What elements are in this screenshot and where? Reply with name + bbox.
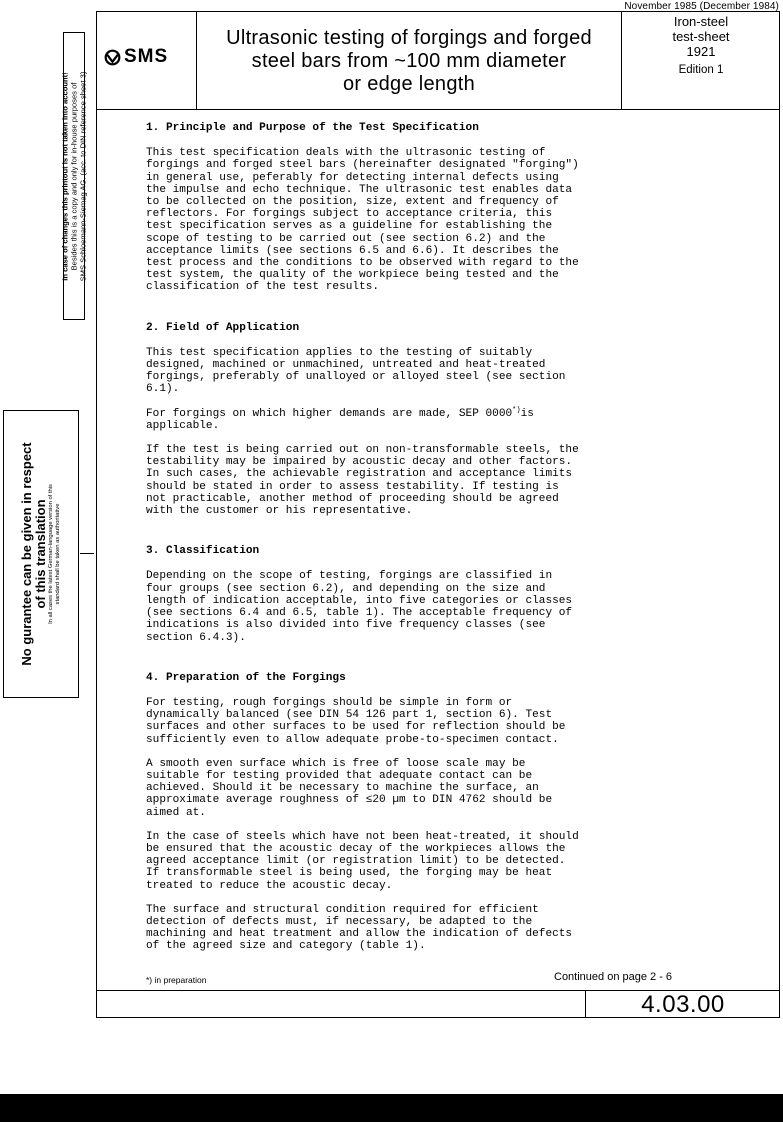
copy-notice-line: Besides this is a copy and only for in-house purposes of (69, 82, 79, 270)
document-title (197, 13, 621, 109)
category-line: Iron-steel (673, 14, 729, 29)
scan-border (0, 1094, 783, 1122)
title-line: or edge length (342, 72, 476, 95)
disclaimer-line: of this translation (33, 499, 48, 609)
sheet-number: 1921 (686, 44, 716, 59)
copy-notice-text (61, 71, 88, 281)
disclaimer-line: In all cases the latest German-language version of this (48, 484, 54, 624)
header-divider (96, 109, 780, 110)
title-line: Ultrasonic testing of forgings and forged (226, 26, 592, 49)
category-line: test-sheet (672, 29, 730, 44)
document-number: 4.03.00 (641, 991, 725, 1018)
document-date: November 1985 (December 1984) (624, 1, 779, 12)
translation-disclaimer-box (3, 410, 79, 698)
margin-divider (80, 553, 94, 554)
paragraph: For testing, rough forgings should be simple in form or dynamically balanced (see DIN 54 126 part 1, section 6). Test surfaces and other surfaces to be used for reflection should be sufficiently even to allow adequate probe-to-specimen contact. (146, 696, 566, 746)
paragraph: If the test is being carried out on non-transformable steels, the testability may be impaired by acoustic decay and other factors. In such cases, the achievable registration and acceptance limits should be stated in order to assess testability. If testing is not practicable, another method of proceeding should be agreed with the customer or his representative. (146, 444, 579, 518)
document-body (146, 118, 764, 953)
translation-disclaimer-text (20, 442, 62, 665)
copy-notice-line: In case of changes this printout is not taken into account! (60, 71, 70, 281)
copy-notice-line: SMS Schloemann-Siemag AG. (acc. to DIN reference sheet 3) (78, 71, 88, 281)
paragraph: A smooth even surface which is free of loose scale may be suitable for testing provided that adequate contact can be achieved. Should it be necessary to machine the surface, an approximate average roughness of ≤20 µm to DIN 4762 should be aimed at. (146, 757, 553, 819)
footnote-marker: *) (512, 405, 521, 414)
disclaimer-line: No gurantee can be given in respect (19, 442, 34, 666)
paragraph: This test specification deals with the ultrasonic testing of forgings and forged steel bars (hereinafter designated "forging") in general use, peferably for detecting internal defects using the impulse and echo technique. The ultrasonic test enables data to be collected on the position, size, extent and frequency of reflectors. For forgings subject to acceptance criteria, this test specification serves as a guideline for establishing the scope of testing to be carried out (see section 6.2) and the acceptance limits (see sections 6.5 and 6.6). It describes the test process and the conditions to be observed with regard to the test system, the quality of the workpiece being tested and the classification of the test results. (146, 147, 579, 294)
section-heading: 1. Principle and Purpose of the Test Specification (146, 122, 479, 134)
sheet-identifier (622, 14, 780, 78)
edition-label: Edition 1 (678, 64, 724, 76)
paragraph: Depending on the scope of testing, forgings are classified in four groups (see section 6.2), and depending on the size and length of indication acceptable, into five categories or classes (see sections 6.4 and 6.5, table 1). The acceptable frequency of indications is also divided into five frequency classes (see section 6.4.3). (146, 570, 573, 644)
section-heading: 3. Classification (146, 545, 260, 558)
section-heading: 2. Field of Application (146, 321, 300, 334)
paragraph: In the case of steels which have not been heat-treated, it should be ensured that the acoustic decay of the workpieces allows the agreed acceptance limit (or registration limit) to be detected. If transformable steel is being used, the forging may be heat treated to reduce the acoustic decay. (146, 830, 579, 892)
copy-notice-box (60, 32, 88, 320)
logo-emblem-icon (104, 49, 121, 66)
title-line: steel bars from ~100 mm diameter (251, 49, 567, 72)
disclaimer-line: standard shall be taken as authoritative (55, 503, 61, 605)
paragraph: This test specification applies to the testing of suitably designed, machined or unmachined, untreated and heat-treated forgings, preferably of unalloyed or alloyed steel (see section 6.1). (146, 346, 566, 396)
continued-note: Continued on page 2 - 6 (554, 971, 673, 983)
paragraph: For forgings on which higher demands are made, SEP 0000*)is applicable. (146, 405, 534, 432)
logo-text: SMS (124, 46, 169, 67)
footnote: *) in preparation (146, 975, 207, 985)
paragraph: The surface and structural condition required for efficient detection of defects must, if necessary, be adapted to the machining and heat treatment and allow the indication of defects of the agreed size and category (table 1). (146, 903, 573, 953)
company-logo (104, 47, 168, 67)
section-heading: 4. Preparation of the Forgings (146, 671, 346, 684)
